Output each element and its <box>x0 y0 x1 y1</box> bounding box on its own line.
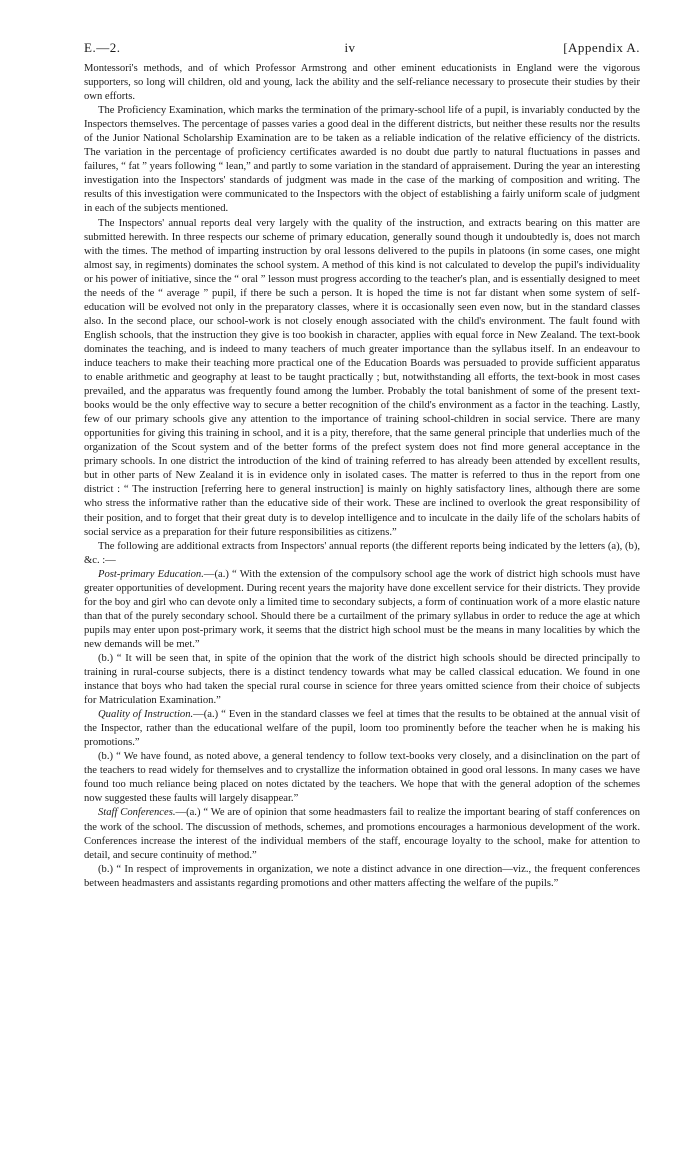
header-page-number: iv <box>344 40 356 55</box>
header-left: E.—2. <box>84 40 121 55</box>
paragraph-8: (b.) “ We have found, as noted above, a general tendency to follow text-books very closely, and a disinclination on the part of the teachers to read widely for themselves and to crystallize the information obtained in good oral lessons. In many cases we have found too much reliance being placed on notes dictated by the teachers. We hope that with the general adoption of the schemes now suggested these faults will largely disappear.” <box>84 751 640 805</box>
section-heading: Post-primary Education. <box>98 568 204 580</box>
paragraph-3: The Inspectors' annual reports deal very largely with the quality of the instruction, and extracts bearing on this matter are submitted herewith. In three respects our scheme of primary education, generally sound though it undoubtedly is, does not march with the times. The method of imparting instruction by oral lessons delivered to the pupils in platoons (in some cases, one might almost say, in regiments) dominates the school system. A method of this kind is not calculated to develop the pupil's individuality or his power of initiative, since the “ oral ” lesson must progress according to the teacher's plan, and is essentially designed to meet the needs of the “ average ” pupil, if there be such a person. It is hoped the time is not far distant when some system of self-education will be evolved not only in the preparatory classes, where it is occasionally seen even now, but in the standard classes also. In the second place, our school-work is not closely enough associated with the child's environment. The fault found with English schools, that the instruction they give is too bookish in character, applies with equal force in New Zealand. The text-book dominates the teaching, and is indeed to many teachers of much greater importance than the syllabus itself. In an endeavour to induce teachers to make their teaching more practical one of the Education Boards was persuaded to provide sufficient apparatus to enable arithmetic and geography at least to be taught practically ; but, notwithstanding all efforts, the text-book in most cases prevailed, and the apparatus was frequently found among the lumber. Probably the total banishment of some of the present text-books would be the only effective way to secure a better recognition of the child's environment as a factor in the teaching. Lastly, few of our primary schools give any attention to the importance of training school-children in social service. There are many opportunities for giving this training in school, and it is a pity, therefore, that the same general principle that underlies much of the organization of the Scout system and of the better forms of the prefect system does not find more general acceptance in the primary schools. In one district the introduction of the kind of training referred to has already been attended by excellent results, but in other parts of New Zealand it is in evidence only in isolated cases. The matter is referred to thus in the report from one district : “ The instruction [referring here to general instruction] is mainly on highly satisfactory lines, although there are some who stress the informative rather than the educative side of their work. These are inclined to overlook the great responsibility of their position, and to forget that their great duty is to develop intelligence and to inculcate in the daily life of the scholars habits of social service as a preparation for their future responsibilities as citizens.” <box>84 217 640 538</box>
paragraph-9: Staff Conferences.—(a.) “ We are of opinion that some headmasters fail to realize the important bearing of staff conferences on the work of the school. The discussion of methods, schemes, and promotions encourages a harmonious development of the work. Conferences increase the interest of the individual members of the staff, encourage loyalty to the school, make for attention to detail, and secure continuity of method.” <box>84 807 640 861</box>
paragraph-6: (b.) “ It will be seen that, in spite of the opinion that the work of the district high schools should be directed principally to training in rural-course subjects, there is a distinct tendency towards what may be called classical education. We found in one instance that boys who had taken the special rural course in science for three years omitted science from their choice of subjects for Matriculation Examination.” <box>84 652 640 707</box>
header-right: [Appendix A. <box>563 40 640 55</box>
paragraph-1: Montessori's methods, and of which Professor Armstrong and other eminent educationists in England were the vigorous supporters, so long will children, old and young, lack the ability and the self-reliance necessary to prosecute their studies by their own efforts. <box>84 63 640 103</box>
section-heading: Staff Conferences. <box>98 807 176 819</box>
paragraph-2: The Proficiency Examination, which marks the termination of the primary-school life of a pupil, is invariably conducted by the Inspectors themselves. The percentage of passes varies a good deal in the different districts, but neither these results nor the results of the Junior National Scholarship Examination are to be taken as a reliable indication of the relative efficiency of the districts. The variation in the percentage of proficiency certificates awarded is no doubt due partly to natural fluctuations in passes and failures, “ fat ” years following “ lean,” and partly to some variation in the standard of appraisement. During the year an interesting investigation into the Inspectors' standards of judgment was made in the case of the marking of composition and writing. The results of this investigation were communicated to the Inspectors with the object of establishing a fairly uniform scale of judgment in each of the subjects mentioned. <box>84 105 640 215</box>
paragraph-4: The following are additional extracts from Inspectors' annual reports (the different reports being indicated by the letters (a), (b), &c. :— <box>84 540 640 566</box>
body-text <box>84 62 640 891</box>
section-heading: Quality of Instruction. <box>98 709 194 721</box>
paragraph-5: Post-primary Education.—(a.) “ With the extension of the compulsory school age the work of district high schools must have greater opportunities of development. During recent years the majority have done excellent service for their districts. They provide for the boy and girl who can devote only a limited time to secondary subjects, a form of continuation work of a more elastic nature than that of the purely secondary school. Should there be a curtailment of the primary syllabus in order to reduce the age at which pupils may enter upon post-primary work, it seems that the district high school must be the means in many localities by which the new demands will be met.” <box>84 568 640 650</box>
paragraph-10: (b.) “ In respect of improvements in organization, we note a distinct advance in one direction—viz., the frequent conferences between headmasters and assistants regarding promotions and other matters affecting the welfare of the pupils.” <box>84 863 640 889</box>
paragraph-7: Quality of Instruction.—(a.) “ Even in the standard classes we feel at times that the results to be obtained at the annual visit of the Inspector, rather than the educational welfare of the pupil, loom too prominently before the teacher when he is making his promotions.” <box>84 709 640 749</box>
page-header <box>84 40 640 56</box>
